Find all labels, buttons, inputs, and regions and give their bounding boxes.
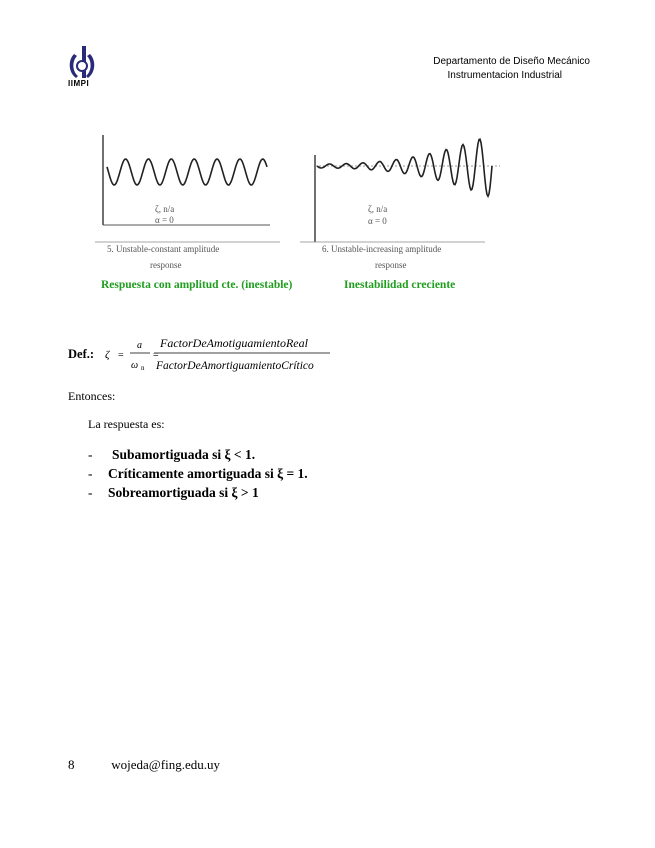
right-figure-title: Inestabilidad creciente (344, 279, 456, 291)
fraction1-denominator: ω (131, 360, 139, 371)
increasing-amplitude-plot (300, 120, 505, 275)
fraction1-numerator: a (137, 340, 142, 351)
damping-definition (68, 333, 388, 373)
list-item: - Sobreamortiguada si ξ > 1 (88, 485, 259, 500)
fraction2-numerator: FactorDeAmotiguamientoReal (160, 336, 308, 350)
equals-sign: = (118, 350, 124, 361)
zeta-label: ζ, n/a (155, 204, 175, 214)
equals-sign-2: = (153, 350, 159, 361)
fraction1-subscript: n (141, 364, 145, 372)
figure-caption: 5. Unstable-constant amplitude (107, 244, 220, 254)
constant-amplitude-plot (95, 120, 285, 275)
zeta-label: ζ, n/a (368, 204, 388, 214)
definition-prefix: Def.: (68, 347, 95, 361)
figure-caption-2: response (375, 260, 407, 270)
department-name: Departamento de Diseño Mecánico (433, 56, 590, 67)
left-figure-title: Respuesta con amplitud cte. (inestable) (101, 279, 293, 291)
zeta-symbol: ζ (105, 349, 110, 361)
alpha-label: α = 0 (155, 215, 174, 225)
page-number: 8 (68, 757, 75, 772)
page-footer (68, 757, 220, 773)
increasing-amplitude-wave (317, 139, 492, 196)
alpha-label: α = 0 (368, 216, 387, 226)
respuesta-text: La respuesta es: (88, 417, 165, 431)
entonces-text: Entonces: (68, 389, 116, 403)
fraction2-denominator: FactorDeAmortiguamientoCrítico (156, 360, 314, 372)
logo-text: IIMPI (68, 79, 90, 88)
course-name: Instrumentacion Industrial (447, 70, 562, 81)
list-item: - Subamortiguada si ξ < 1. (88, 447, 256, 462)
list-item: - Críticamente amortiguada si ξ = 1. (88, 466, 308, 481)
footer-email: wojeda@fing.edu.uy (111, 757, 220, 772)
figure-caption-2: response (150, 260, 182, 270)
constant-amplitude-wave (107, 159, 267, 185)
figure-caption: 6. Unstable-increasing amplitude (322, 244, 442, 254)
